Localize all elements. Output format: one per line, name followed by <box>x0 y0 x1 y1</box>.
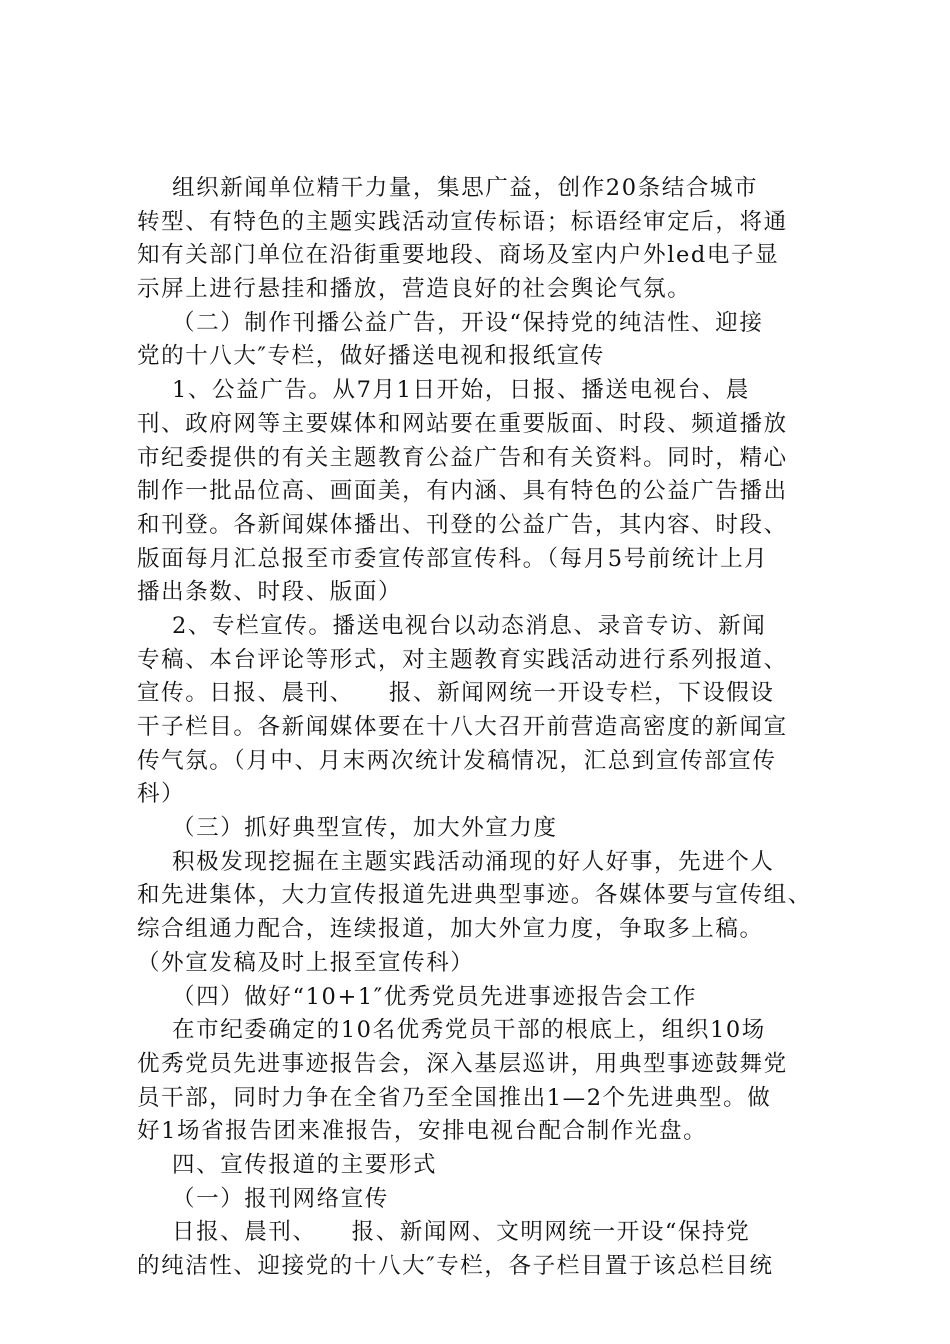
text-line: 宣传。日报、晨刊、 报、新闻网统一开设专栏，下设假设 <box>137 680 775 707</box>
text-line: （外宣发稿及时上报至宣传科） <box>137 949 475 976</box>
section-heading-line: （二）制作刊播公益广告，开设“保持党的纯洁性、迎接 <box>137 309 764 336</box>
text-line: 干子栏目。各新闻媒体要在十八大召开前营造高密度的新闻宣 <box>137 714 788 740</box>
text-line: 知有关部门单位在沿街重要地段、商场及室内户外led电子显 <box>137 242 780 269</box>
text-line: 示屏上进行悬挂和播放，营造良好的社会舆论气氛。 <box>137 276 692 303</box>
document-body <box>137 172 827 1284</box>
section-heading-line: 四、宣传报道的主要形式 <box>137 1151 438 1178</box>
text-line: 转型、有特色的主题实践活动宣传标语；标语经审定后，将通 <box>137 208 788 235</box>
text-line: 传气氛。（月中、月末两次统计发稿情况，汇总到宣传部宣传 <box>137 747 777 774</box>
text-line: 综合组通力配合，连续报道，加大外宣力度，争取多上稿。 <box>137 916 764 943</box>
section-heading-line: （一）报刊网络宣传 <box>137 1185 389 1212</box>
text-line: 2、专栏宣传。播送电视台以动态消息、录音专访、新闻 <box>137 612 767 639</box>
text-line: 1、公益广告。从7月1日开始，日报、播送电视台、晨 <box>137 377 750 404</box>
text-line: 和刊登。各新闻媒体播出、刊登的公益广告，其内容、时段、 <box>137 511 788 538</box>
section-heading-line: （四）做好“10+1″优秀党员先进事迹报告会工作 <box>137 983 698 1010</box>
text-line: 好1场省报告团来准报告，安排电视台配合制作光盘。 <box>137 1118 708 1145</box>
text-line: 科） <box>137 781 186 808</box>
text-line: 组织新闻单位精干力量，集思广益，创作20条结合城市 <box>137 175 759 201</box>
text-line: 刊、政府网等主要媒体和网站要在重要版面、时段、频道播放 <box>137 410 788 437</box>
text-line: 和先进集体，大力宣传报道先进典型事迹。各媒体要与宣传组、 <box>137 882 812 909</box>
text-line: 积极发现挖掘在主题实践活动涌现的好人好事，先进个人 <box>137 848 775 875</box>
section-heading-line: （三）抓好典型宣传，加大外宣力度 <box>137 815 558 842</box>
text-line: 优秀党员先进事迹报告会，深入基层巡讲，用典型事迹鼓舞党 <box>137 1050 788 1077</box>
text-line: 版面每月汇总报至市委宣传部宣传科。（每月5号前统计上月 <box>137 545 769 572</box>
text-line: 的纯洁性、迎接党的十八大″专栏，各子栏目置于该总栏目统 <box>137 1253 774 1279</box>
text-line: 员干部，同时力争在全省乃至全国推出1—2个先进典型。做 <box>137 1084 772 1111</box>
text-line: 日报、晨刊、 报、新闻网、文明网统一开设“保持党 <box>137 1219 751 1246</box>
text-line: 专稿、本台评论等形式，对主题教育实践活动进行系列报道、 <box>137 646 788 673</box>
section-heading-line: 党的十八大″专栏，做好播送电视和报纸宣传 <box>137 343 605 370</box>
text-line: 播出条数、时段、版面） <box>137 579 403 606</box>
text-line: 在市纪委确定的10名优秀党员干部的根底上，组织10场 <box>137 1017 766 1044</box>
text-line: 市纪委提供的有关主题教育公益广告和有关资料。同时，精心 <box>137 444 788 471</box>
text-line: 制作一批品位高、画面美，有内涵、具有特色的公益广告播出 <box>137 478 788 505</box>
